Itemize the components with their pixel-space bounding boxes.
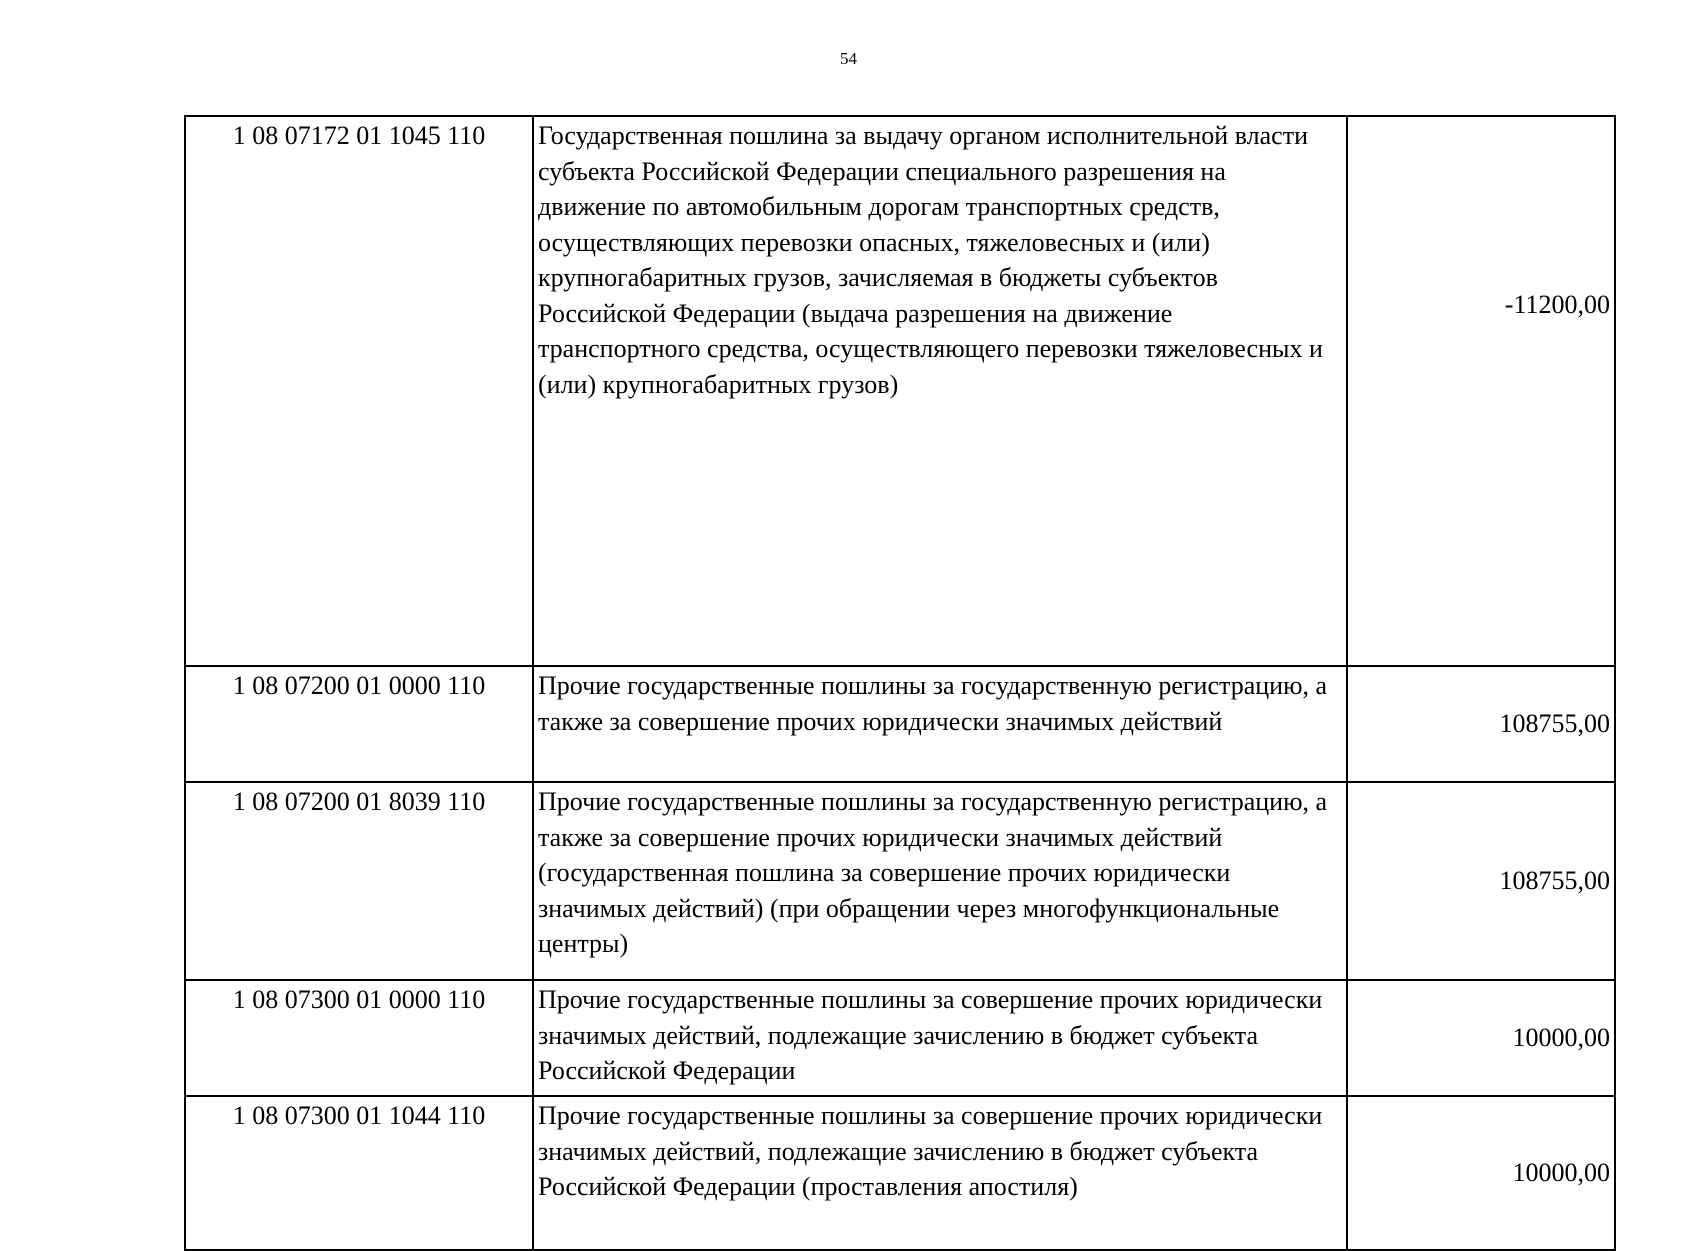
amount-value: 10000,00 [1347,980,1615,1096]
budget-classification-code: 1 08 07300 01 1044 110 [185,1096,533,1250]
revenue-description: Прочие государственные пошлины за совершение прочих юридически значимых действий, подлежащие зачислению в бюджет субъекта Российской Федерации (проставления апостиля) [533,1096,1347,1250]
page-number: 54 [840,49,857,68]
table-row [185,980,1615,1096]
budget-classification-code: 1 08 07172 01 1045 110 [185,116,533,666]
revenue-description: Прочие государственные пошлины за совершение прочих юридически значимых действий, подлежащие зачислению в бюджет субъекта Российской Федерации [533,980,1347,1096]
amount-value: 108755,00 [1347,782,1615,980]
budget-revenue-table [184,115,1616,1251]
budget-classification-code: 1 08 07200 01 8039 110 [185,782,533,980]
table-row [185,116,1615,666]
revenue-description: Прочие государственные пошлины за государственную регистрацию, а также за совершение прочих юридически значимых действий [533,666,1347,782]
budget-classification-code: 1 08 07300 01 0000 110 [185,980,533,1096]
table-row [185,666,1615,782]
budget-classification-code: 1 08 07200 01 0000 110 [185,666,533,782]
table-row [185,782,1615,980]
revenue-description: Прочие государственные пошлины за государственную регистрацию, а также за совершение прочих юридически значимых действий (государственная пошлина за совершение прочих юридически значимых действий) (при обращении через многофункциональные центры) [533,782,1347,980]
revenue-description: Государственная пошлина за выдачу органом исполнительной власти субъекта Российской Федерации специального разрешения на движение по автомобильным дорогам транспортных средств, осуществляющих перевозки опасных, тяжеловесных и (или) крупногабаритных грузов, зачисляемая в бюджеты субъектов Российской Федерации (выдача разрешения на движение транспортного средства, осуществляющего перевозки тяжеловесных и (или) крупногабаритных грузов) [533,116,1347,666]
amount-value: 10000,00 [1347,1096,1615,1250]
amount-value: -11200,00 [1347,116,1615,666]
amount-value: 108755,00 [1347,666,1615,782]
table-row [185,1096,1615,1250]
